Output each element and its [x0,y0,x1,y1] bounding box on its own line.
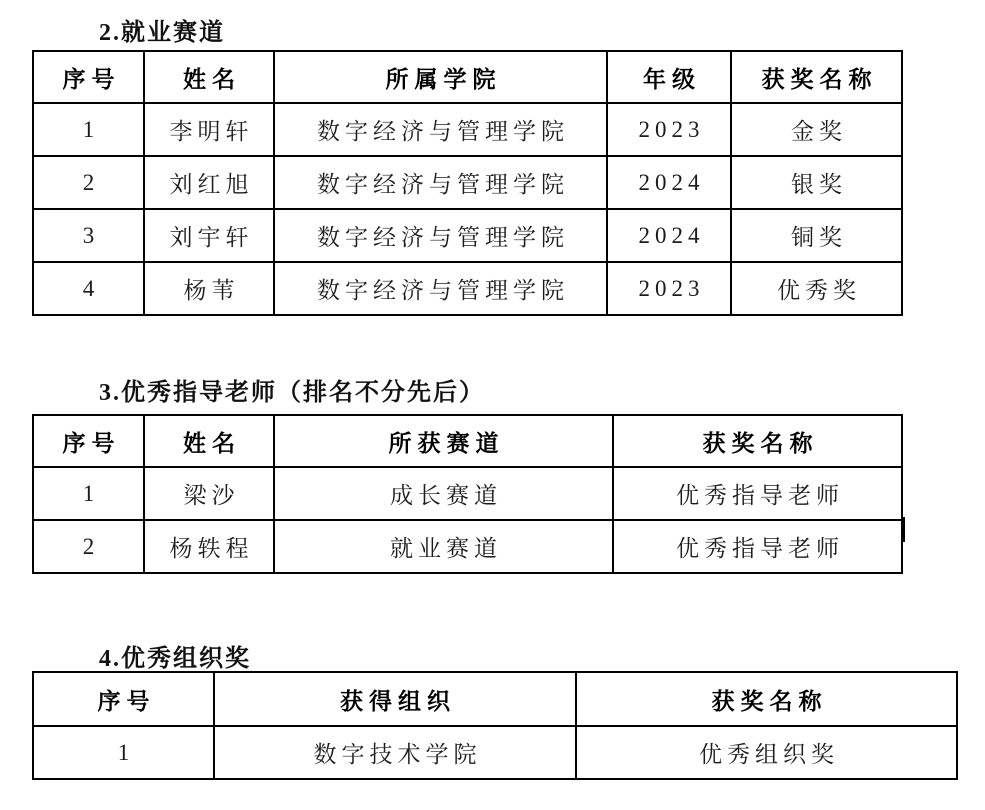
table-row [33,103,902,156]
cell-award-name: 优秀奖 [731,262,902,315]
cell-college: 数字经济与管理学院 [274,156,607,209]
section-title-excellent-advisors: 3.优秀指导老师（排名不分先后） [99,380,485,406]
excellent-advisors-table [32,414,903,574]
cell-name: 李明轩 [144,103,274,156]
cell-college: 数字经济与管理学院 [274,103,607,156]
table-row [33,520,902,573]
header-award-name: 获奖名称 [731,51,902,103]
header-serial-number: 序号 [33,51,144,103]
cell-serial-number: 1 [33,103,144,156]
cell-serial-number: 2 [33,156,144,209]
employment-track-table [32,50,903,316]
cell-award-name: 铜奖 [731,209,902,262]
cell-serial-number: 1 [33,726,214,779]
header-name: 姓名 [144,415,274,467]
cell-track: 成长赛道 [274,467,613,520]
cell-grade: 2023 [607,262,731,315]
table-row [33,467,902,520]
header-serial-number: 序号 [33,415,144,467]
header-organization: 获得组织 [214,672,576,726]
table-row [33,726,957,779]
header-award-name: 获奖名称 [576,672,957,726]
table-header-row [33,672,957,726]
table-row [33,156,902,209]
cell-award-name: 优秀组织奖 [576,726,957,779]
section-title-excellent-organization: 4.优秀组织奖 [99,646,251,672]
cell-track: 就业赛道 [274,520,613,573]
header-college: 所属学院 [274,51,607,103]
table-row [33,209,902,262]
table-header-row [33,51,902,103]
cell-award-name: 优秀指导老师 [613,467,902,520]
table-header-row [33,415,902,467]
cell-grade: 2024 [607,209,731,262]
cell-award-name: 金奖 [731,103,902,156]
cell-award-name: 银奖 [731,156,902,209]
cell-name: 刘宇轩 [144,209,274,262]
header-track: 所获赛道 [274,415,613,467]
cell-college: 数字经济与管理学院 [274,209,607,262]
text-cursor [902,517,905,542]
excellent-organization-table [32,671,958,780]
cell-serial-number: 1 [33,467,144,520]
cell-grade: 2023 [607,103,731,156]
cell-serial-number: 3 [33,209,144,262]
cell-college: 数字经济与管理学院 [274,262,607,315]
cell-grade: 2024 [607,156,731,209]
cell-award-name: 优秀指导老师 [613,520,902,573]
cell-serial-number: 2 [33,520,144,573]
cell-serial-number: 4 [33,262,144,315]
section-title-employment-track: 2.就业赛道 [99,20,225,46]
cell-name: 杨苇 [144,262,274,315]
header-serial-number: 序号 [33,672,214,726]
header-name: 姓名 [144,51,274,103]
header-award-name: 获奖名称 [613,415,902,467]
cell-name: 杨轶程 [144,520,274,573]
cell-name: 刘红旭 [144,156,274,209]
cell-organization: 数字技术学院 [214,726,576,779]
table-row [33,262,902,315]
cell-name: 梁沙 [144,467,274,520]
header-grade: 年级 [607,51,731,103]
